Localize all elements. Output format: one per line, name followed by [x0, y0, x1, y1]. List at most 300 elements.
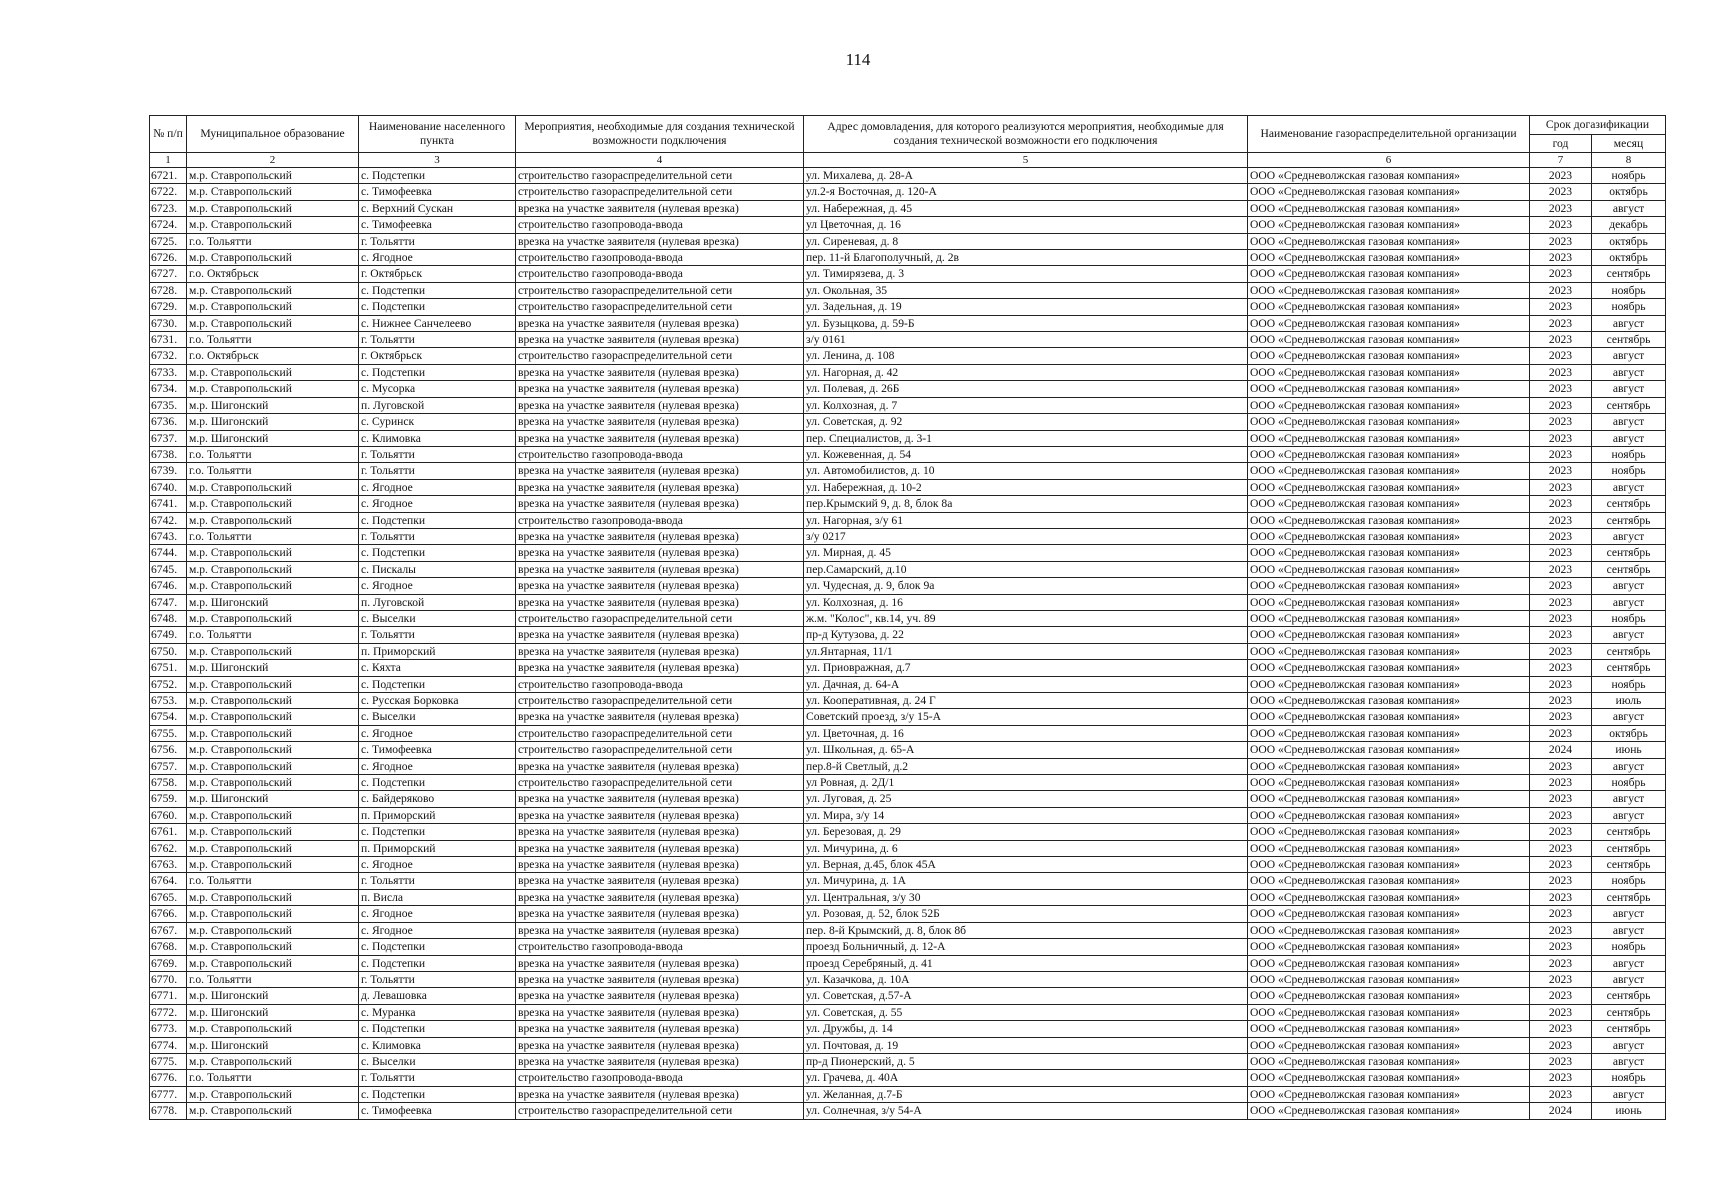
year-cell: 2023 — [1530, 922, 1592, 938]
municipality-cell: м.р. Ставропольский — [187, 709, 359, 725]
address-cell: пр-д Пионерский, д. 5 — [804, 1053, 1248, 1069]
municipality-cell: г.о. Тольятти — [187, 971, 359, 987]
org-cell: ООО «Средневолжская газовая компания» — [1248, 397, 1530, 413]
month-cell: август — [1592, 971, 1666, 987]
address-cell: ул. Почтовая, д. 19 — [804, 1037, 1248, 1053]
settlement-cell: с. Русская Борковка — [359, 693, 516, 709]
row-number: 6728. — [150, 282, 187, 298]
year-cell: 2023 — [1530, 299, 1592, 315]
settlement-cell: с. Нижнее Санчелеево — [359, 315, 516, 331]
municipality-cell: м.р. Ставропольский — [187, 775, 359, 791]
settlement-cell: с. Ягодное — [359, 758, 516, 774]
measures-cell: строительство газопровода-ввода — [516, 217, 804, 233]
settlement-cell: с. Подстепки — [359, 364, 516, 380]
measures-cell: строительство газораспределительной сети — [516, 775, 804, 791]
measures-cell: строительство газораспределительной сети — [516, 348, 804, 364]
address-cell: пр-д Кутузова, д. 22 — [804, 627, 1248, 643]
org-cell: ООО «Средневолжская газовая компания» — [1248, 479, 1530, 495]
table-row — [150, 1086, 1666, 1102]
settlement-cell: п. Приморский — [359, 840, 516, 856]
month-cell: август — [1592, 1037, 1666, 1053]
municipality-cell: м.р. Ставропольский — [187, 758, 359, 774]
settlement-cell: г. Тольятти — [359, 528, 516, 544]
address-cell: ул. Мичурина, д. 6 — [804, 840, 1248, 856]
month-cell: август — [1592, 479, 1666, 495]
org-cell: ООО «Средневолжская газовая компания» — [1248, 561, 1530, 577]
municipality-cell: м.р. Ставропольский — [187, 184, 359, 200]
settlement-cell: с. Ягодное — [359, 496, 516, 512]
table-row — [150, 643, 1666, 659]
org-cell: ООО «Средневолжская газовая компания» — [1248, 742, 1530, 758]
address-cell: ул. Мира, з/у 14 — [804, 807, 1248, 823]
address-cell: ул. Бузыцкова, д. 59-Б — [804, 315, 1248, 331]
column-number-cell: 3 — [359, 153, 516, 168]
measures-cell: строительство газораспределительной сети — [516, 299, 804, 315]
municipality-cell: м.р. Ставропольский — [187, 643, 359, 659]
settlement-cell: с. Подстепки — [359, 939, 516, 955]
row-number: 6745. — [150, 561, 187, 577]
measures-cell: строительство газопровода-ввода — [516, 939, 804, 955]
measures-cell: врезка на участке заявителя (нулевая врезка) — [516, 332, 804, 348]
row-number: 6753. — [150, 693, 187, 709]
settlement-cell: с. Выселки — [359, 610, 516, 626]
org-cell: ООО «Средневолжская газовая компания» — [1248, 315, 1530, 331]
address-cell: ул. Желанная, д.7-Б — [804, 1086, 1248, 1102]
table-row — [150, 840, 1666, 856]
year-cell: 2023 — [1530, 184, 1592, 200]
measures-cell: строительство газопровода-ввода — [516, 446, 804, 462]
month-cell: октябрь — [1592, 184, 1666, 200]
org-cell: ООО «Средневолжская газовая компания» — [1248, 1103, 1530, 1119]
month-cell: август — [1592, 1086, 1666, 1102]
municipality-cell: м.р. Ставропольский — [187, 168, 359, 184]
org-cell: ООО «Средневолжская газовая компания» — [1248, 660, 1530, 676]
table-row — [150, 463, 1666, 479]
address-cell: ул. Дружбы, д. 14 — [804, 1021, 1248, 1037]
row-number: 6738. — [150, 446, 187, 462]
year-cell: 2023 — [1530, 889, 1592, 905]
address-cell: Советский проезд, з/у 15-А — [804, 709, 1248, 725]
row-number: 6722. — [150, 184, 187, 200]
settlement-cell: с. Ягодное — [359, 725, 516, 741]
address-cell: пер. 11-й Благополучный, д. 2в — [804, 250, 1248, 266]
header-address: Адрес домовладения, для которого реализуются мероприятия, необходимые для создания технической возможности его подключения — [804, 116, 1248, 153]
table-row — [150, 660, 1666, 676]
year-cell: 2023 — [1530, 955, 1592, 971]
address-cell: ул. Солнечная, з/у 54-А — [804, 1103, 1248, 1119]
month-cell: ноябрь — [1592, 1070, 1666, 1086]
settlement-cell: с. Муранка — [359, 1004, 516, 1020]
table-row — [150, 315, 1666, 331]
municipality-cell: м.р. Шигонский — [187, 594, 359, 610]
month-cell: сентябрь — [1592, 840, 1666, 856]
org-cell: ООО «Средневолжская газовая компания» — [1248, 446, 1530, 462]
row-number: 6737. — [150, 430, 187, 446]
year-cell: 2023 — [1530, 578, 1592, 594]
table-header — [150, 116, 1666, 168]
municipality-cell: г.о. Тольятти — [187, 1070, 359, 1086]
row-number: 6730. — [150, 315, 187, 331]
address-cell: проезд Серебряный, д. 41 — [804, 955, 1248, 971]
row-number: 6766. — [150, 906, 187, 922]
month-cell: сентябрь — [1592, 496, 1666, 512]
measures-cell: врезка на участке заявителя (нулевая врезка) — [516, 1053, 804, 1069]
municipality-cell: м.р. Ставропольский — [187, 299, 359, 315]
row-number: 6727. — [150, 266, 187, 282]
settlement-cell: п. Луговской — [359, 594, 516, 610]
org-cell: ООО «Средневолжская газовая компания» — [1248, 1037, 1530, 1053]
row-number: 6769. — [150, 955, 187, 971]
month-cell: август — [1592, 758, 1666, 774]
address-cell: ул. Сиреневая, д. 8 — [804, 233, 1248, 249]
table-row — [150, 266, 1666, 282]
row-number: 6725. — [150, 233, 187, 249]
table-row — [150, 725, 1666, 741]
header-month: месяц — [1592, 135, 1666, 153]
org-cell: ООО «Средневолжская газовая компания» — [1248, 496, 1530, 512]
municipality-cell: м.р. Ставропольский — [187, 364, 359, 380]
table-row — [150, 299, 1666, 315]
org-cell: ООО «Средневолжская газовая компания» — [1248, 873, 1530, 889]
org-cell: ООО «Средневолжская газовая компания» — [1248, 184, 1530, 200]
org-cell: ООО «Средневолжская газовая компания» — [1248, 545, 1530, 561]
year-cell: 2023 — [1530, 266, 1592, 282]
address-cell: ул. Кожевенная, д. 54 — [804, 446, 1248, 462]
measures-cell: врезка на участке заявителя (нулевая врезка) — [516, 463, 804, 479]
settlement-cell: с. Подстепки — [359, 955, 516, 971]
month-cell: август — [1592, 791, 1666, 807]
settlement-cell: с. Тимофеевка — [359, 217, 516, 233]
table-row — [150, 528, 1666, 544]
year-cell: 2023 — [1530, 1037, 1592, 1053]
org-cell: ООО «Средневолжская газовая компания» — [1248, 1086, 1530, 1102]
measures-cell: врезка на участке заявителя (нулевая врезка) — [516, 528, 804, 544]
settlement-cell: с. Тимофеевка — [359, 742, 516, 758]
table-row — [150, 873, 1666, 889]
table-row — [150, 889, 1666, 905]
address-cell: ул. Чудесная, д. 9, блок 9а — [804, 578, 1248, 594]
municipality-cell: м.р. Шигонский — [187, 791, 359, 807]
row-number: 6751. — [150, 660, 187, 676]
settlement-cell: с. Подстепки — [359, 299, 516, 315]
measures-cell: врезка на участке заявителя (нулевая врезка) — [516, 643, 804, 659]
municipality-cell: м.р. Шигонский — [187, 414, 359, 430]
address-cell: ул. Школьная, д. 65-А — [804, 742, 1248, 758]
month-cell: август — [1592, 414, 1666, 430]
address-cell: ул. Нагорная, з/у 61 — [804, 512, 1248, 528]
municipality-cell: м.р. Шигонский — [187, 1004, 359, 1020]
row-number: 6732. — [150, 348, 187, 364]
row-number: 6752. — [150, 676, 187, 692]
address-cell: ул. Набережная, д. 45 — [804, 200, 1248, 216]
table-row — [150, 545, 1666, 561]
settlement-cell: с. Ягодное — [359, 479, 516, 495]
month-cell: сентябрь — [1592, 266, 1666, 282]
address-cell: ул. Мирная, д. 45 — [804, 545, 1248, 561]
org-cell: ООО «Средневолжская газовая компания» — [1248, 1070, 1530, 1086]
municipality-cell: г.о. Тольятти — [187, 627, 359, 643]
municipality-cell: м.р. Ставропольский — [187, 545, 359, 561]
measures-cell: строительство газопровода-ввода — [516, 676, 804, 692]
year-cell: 2023 — [1530, 660, 1592, 676]
measures-cell: врезка на участке заявителя (нулевая врезка) — [516, 922, 804, 938]
table-row — [150, 693, 1666, 709]
table-row — [150, 988, 1666, 1004]
column-number-cell: 4 — [516, 153, 804, 168]
org-cell: ООО «Средневолжская газовая компания» — [1248, 709, 1530, 725]
measures-cell: врезка на участке заявителя (нулевая врезка) — [516, 660, 804, 676]
table-row — [150, 200, 1666, 216]
measures-cell: врезка на участке заявителя (нулевая врезка) — [516, 807, 804, 823]
org-cell: ООО «Средневолжская газовая компания» — [1248, 250, 1530, 266]
org-cell: ООО «Средневолжская газовая компания» — [1248, 791, 1530, 807]
year-cell: 2023 — [1530, 693, 1592, 709]
row-number: 6773. — [150, 1021, 187, 1037]
table-row — [150, 939, 1666, 955]
measures-cell: врезка на участке заявителя (нулевая врезка) — [516, 840, 804, 856]
measures-cell: врезка на участке заявителя (нулевая врезка) — [516, 381, 804, 397]
year-cell: 2023 — [1530, 840, 1592, 856]
month-cell: сентябрь — [1592, 397, 1666, 413]
municipality-cell: г.о. Тольятти — [187, 873, 359, 889]
municipality-cell: г.о. Тольятти — [187, 332, 359, 348]
year-cell: 2023 — [1530, 282, 1592, 298]
row-number: 6731. — [150, 332, 187, 348]
table-row — [150, 758, 1666, 774]
address-cell: пер.8-й Светлый, д.2 — [804, 758, 1248, 774]
table-row — [150, 627, 1666, 643]
year-cell: 2023 — [1530, 971, 1592, 987]
municipality-cell: г.о. Тольятти — [187, 233, 359, 249]
address-cell: ул. Верная, д.45, блок 45А — [804, 857, 1248, 873]
table-row — [150, 824, 1666, 840]
settlement-cell: с. Подстепки — [359, 824, 516, 840]
year-cell: 2023 — [1530, 168, 1592, 184]
gasification-table-container — [149, 115, 1665, 1120]
month-cell: август — [1592, 364, 1666, 380]
row-number: 6723. — [150, 200, 187, 216]
month-cell: сентябрь — [1592, 512, 1666, 528]
month-cell: ноябрь — [1592, 168, 1666, 184]
address-cell: ул.2-я Восточная, д. 120-А — [804, 184, 1248, 200]
org-cell: ООО «Средневолжская газовая компания» — [1248, 594, 1530, 610]
row-number: 6754. — [150, 709, 187, 725]
row-number: 6736. — [150, 414, 187, 430]
year-cell: 2023 — [1530, 758, 1592, 774]
measures-cell: врезка на участке заявителя (нулевая врезка) — [516, 233, 804, 249]
month-cell: август — [1592, 348, 1666, 364]
month-cell: сентябрь — [1592, 561, 1666, 577]
row-number: 6724. — [150, 217, 187, 233]
measures-cell: врезка на участке заявителя (нулевая врезка) — [516, 758, 804, 774]
row-number: 6756. — [150, 742, 187, 758]
org-cell: ООО «Средневолжская газовая компания» — [1248, 725, 1530, 741]
year-cell: 2023 — [1530, 414, 1592, 430]
row-number: 6755. — [150, 725, 187, 741]
org-cell: ООО «Средневолжская газовая компания» — [1248, 381, 1530, 397]
row-number: 6760. — [150, 807, 187, 823]
org-cell: ООО «Средневолжская газовая компания» — [1248, 889, 1530, 905]
month-cell: сентябрь — [1592, 1004, 1666, 1020]
year-cell: 2023 — [1530, 364, 1592, 380]
month-cell: ноябрь — [1592, 446, 1666, 462]
month-cell: август — [1592, 1053, 1666, 1069]
settlement-cell: с. Подстепки — [359, 1021, 516, 1037]
org-cell: ООО «Средневолжская газовая компания» — [1248, 676, 1530, 692]
row-number: 6765. — [150, 889, 187, 905]
header-municipality: Муниципальное образование — [187, 116, 359, 153]
year-cell: 2023 — [1530, 233, 1592, 249]
table-row — [150, 676, 1666, 692]
municipality-cell: м.р. Ставропольский — [187, 906, 359, 922]
measures-cell: врезка на участке заявителя (нулевая врезка) — [516, 988, 804, 1004]
table-row — [150, 217, 1666, 233]
month-cell: сентябрь — [1592, 857, 1666, 873]
address-cell: проезд Больничный, д. 12-А — [804, 939, 1248, 955]
year-cell: 2023 — [1530, 348, 1592, 364]
measures-cell: врезка на участке заявителя (нулевая врезка) — [516, 1021, 804, 1037]
address-cell: ул. Колхозная, д. 16 — [804, 594, 1248, 610]
table-row — [150, 561, 1666, 577]
measures-cell: врезка на участке заявителя (нулевая врезка) — [516, 414, 804, 430]
municipality-cell: м.р. Ставропольский — [187, 1053, 359, 1069]
month-cell: сентябрь — [1592, 988, 1666, 1004]
address-cell: ул. Розовая, д. 52, блок 52Б — [804, 906, 1248, 922]
address-cell: пер. Специалистов, д. 3-1 — [804, 430, 1248, 446]
year-cell: 2023 — [1530, 496, 1592, 512]
address-cell: ул. Автомобилистов, д. 10 — [804, 463, 1248, 479]
table-row — [150, 250, 1666, 266]
table-row — [150, 430, 1666, 446]
year-cell: 2023 — [1530, 332, 1592, 348]
row-number: 6740. — [150, 479, 187, 495]
year-cell: 2023 — [1530, 775, 1592, 791]
row-number: 6734. — [150, 381, 187, 397]
municipality-cell: м.р. Ставропольский — [187, 807, 359, 823]
column-number-cell: 6 — [1248, 153, 1530, 168]
month-cell: август — [1592, 627, 1666, 643]
year-cell: 2023 — [1530, 217, 1592, 233]
measures-cell: строительство газопровода-ввода — [516, 512, 804, 528]
year-cell: 2023 — [1530, 397, 1592, 413]
year-cell: 2023 — [1530, 1004, 1592, 1020]
measures-cell: строительство газораспределительной сети — [516, 610, 804, 626]
org-cell: ООО «Средневолжская газовая компания» — [1248, 233, 1530, 249]
municipality-cell: м.р. Ставропольский — [187, 479, 359, 495]
org-cell: ООО «Средневолжская газовая компания» — [1248, 1021, 1530, 1037]
month-cell: август — [1592, 528, 1666, 544]
settlement-cell: с. Кяхта — [359, 660, 516, 676]
municipality-cell: м.р. Ставропольский — [187, 725, 359, 741]
table-row — [150, 857, 1666, 873]
table-row — [150, 348, 1666, 364]
month-cell: ноябрь — [1592, 775, 1666, 791]
org-cell: ООО «Средневолжская газовая компания» — [1248, 627, 1530, 643]
measures-cell: врезка на участке заявителя (нулевая врезка) — [516, 1004, 804, 1020]
org-cell: ООО «Средневолжская газовая компания» — [1248, 266, 1530, 282]
month-cell: сентябрь — [1592, 889, 1666, 905]
address-cell: з/у 0161 — [804, 332, 1248, 348]
address-cell: ул. Цветочная, д. 16 — [804, 725, 1248, 741]
address-cell: ул. Луговая, д. 25 — [804, 791, 1248, 807]
municipality-cell: м.р. Ставропольский — [187, 1086, 359, 1102]
header-column-numbers — [150, 153, 1666, 168]
settlement-cell: с. Климовка — [359, 1037, 516, 1053]
month-cell: август — [1592, 594, 1666, 610]
month-cell: август — [1592, 315, 1666, 331]
measures-cell: врезка на участке заявителя (нулевая врезка) — [516, 955, 804, 971]
address-cell: ул. Мичурина, д. 1А — [804, 873, 1248, 889]
settlement-cell: г. Тольятти — [359, 1070, 516, 1086]
row-number: 6726. — [150, 250, 187, 266]
org-cell: ООО «Средневолжская газовая компания» — [1248, 807, 1530, 823]
address-cell: ул. Колхозная, д. 7 — [804, 397, 1248, 413]
address-cell: пер.Самарский, д.10 — [804, 561, 1248, 577]
row-number: 6749. — [150, 627, 187, 643]
table-row — [150, 479, 1666, 495]
year-cell: 2024 — [1530, 1103, 1592, 1119]
address-cell: ул. Тимирязева, д. 3 — [804, 266, 1248, 282]
measures-cell: врезка на участке заявителя (нулевая врезка) — [516, 496, 804, 512]
row-number: 6776. — [150, 1070, 187, 1086]
org-cell: ООО «Средневолжская газовая компания» — [1248, 528, 1530, 544]
municipality-cell: м.р. Ставропольский — [187, 676, 359, 692]
measures-cell: врезка на участке заявителя (нулевая врезка) — [516, 857, 804, 873]
address-cell: ул. Дачная, д. 64-А — [804, 676, 1248, 692]
municipality-cell: г.о. Тольятти — [187, 446, 359, 462]
measures-cell: строительство газораспределительной сети — [516, 168, 804, 184]
address-cell: ул. Центральная, з/у 30 — [804, 889, 1248, 905]
table-row — [150, 906, 1666, 922]
row-number: 6744. — [150, 545, 187, 561]
year-cell: 2023 — [1530, 594, 1592, 610]
address-cell: ул. Михалева, д. 28-А — [804, 168, 1248, 184]
org-cell: ООО «Средневолжская газовая компания» — [1248, 610, 1530, 626]
measures-cell: строительство газопровода-ввода — [516, 266, 804, 282]
municipality-cell: г.о. Тольятти — [187, 463, 359, 479]
measures-cell: врезка на участке заявителя (нулевая врезка) — [516, 906, 804, 922]
table-row — [150, 512, 1666, 528]
month-cell: август — [1592, 578, 1666, 594]
municipality-cell: м.р. Ставропольский — [187, 1021, 359, 1037]
month-cell: август — [1592, 709, 1666, 725]
org-cell: ООО «Средневолжская газовая компания» — [1248, 758, 1530, 774]
settlement-cell: п. Приморский — [359, 807, 516, 823]
org-cell: ООО «Средневолжская газовая компания» — [1248, 463, 1530, 479]
year-cell: 2023 — [1530, 791, 1592, 807]
column-number-cell: 2 — [187, 153, 359, 168]
org-cell: ООО «Средневолжская газовая компания» — [1248, 906, 1530, 922]
month-cell: сентябрь — [1592, 1021, 1666, 1037]
table-row — [150, 446, 1666, 462]
settlement-cell: г. Тольятти — [359, 332, 516, 348]
settlement-cell: с. Ягодное — [359, 578, 516, 594]
row-number: 6763. — [150, 857, 187, 873]
settlement-cell: с. Мусорка — [359, 381, 516, 397]
address-cell: ул. Кооперативная, д. 24 Г — [804, 693, 1248, 709]
month-cell: октябрь — [1592, 725, 1666, 741]
row-number: 6775. — [150, 1053, 187, 1069]
settlement-cell: г. Тольятти — [359, 446, 516, 462]
table-row — [150, 414, 1666, 430]
year-cell: 2023 — [1530, 315, 1592, 331]
measures-cell: врезка на участке заявителя (нулевая врезка) — [516, 709, 804, 725]
municipality-cell: м.р. Ставропольский — [187, 315, 359, 331]
table-row — [150, 184, 1666, 200]
municipality-cell: м.р. Ставропольский — [187, 824, 359, 840]
municipality-cell: м.р. Шигонский — [187, 430, 359, 446]
municipality-cell: м.р. Ставропольский — [187, 610, 359, 626]
